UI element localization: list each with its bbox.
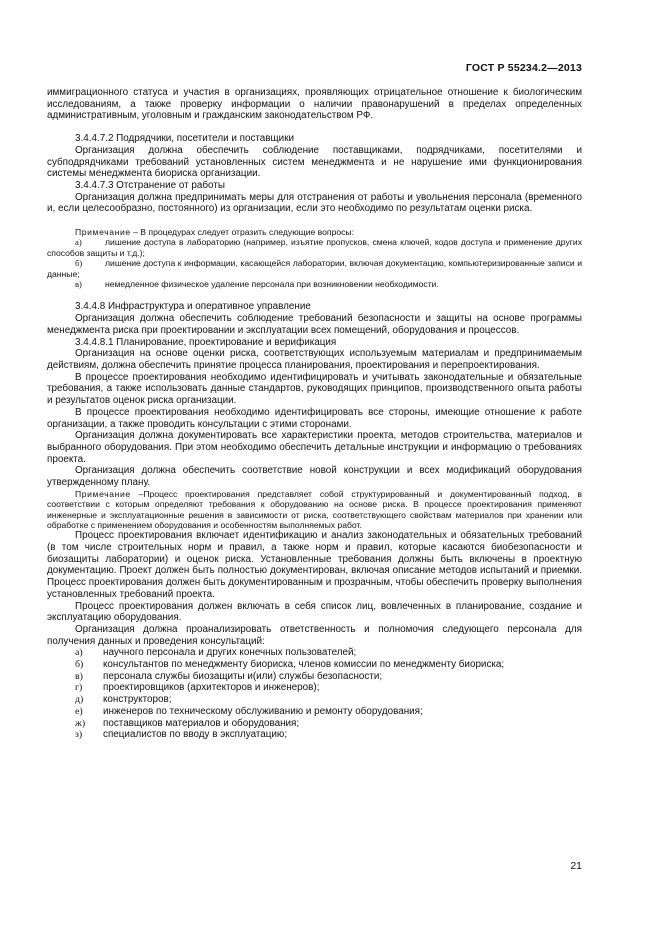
- paragraph: Организация должна обеспечить соблюдение требований безопасности и защиты на основе программы менеджмента риска при проектировании и эксплуатации всех помещений, оборудования и процессов.: [47, 313, 582, 336]
- page-number: 21: [570, 860, 582, 872]
- list-item: [47, 694, 582, 706]
- note-item-marker: а): [75, 237, 82, 248]
- paragraph: Организация должна проанализировать ответственность и полномочия следующего персонала для получения данных и проведения консультаций:: [47, 623, 582, 647]
- list-item: [47, 706, 582, 718]
- paragraph: Процесс проектирования включает идентификацию и анализ законодательных и обязательных требований (в том числе строительных норм и правил, а также норм и правил, которые касаются биобезопасности и биозащиты лаборатории) и оценок риска. Установленные требования должны быть включены в проектную документацию. Проект должен быть полностью документирован, включая описание методов испытаний и приемки. Процесс проектирования должен быть документированным и прозрачным, чтобы обеспечить проверку выполнения установленных требований проекта.: [47, 530, 582, 600]
- list-text: поставщиков материалов и оборудования;: [103, 717, 300, 729]
- note-text: –Процесс проектирования представляет собой структурированный и документированный подход, в соответствии с которым определяют требования к оборудованию на основе риска. В процессе проектирования применяют инженерные и эксплуатационные решения в зависимости от риска, соответствующего свойствам материалов при хранении или обработке с применением оборудования и особенностям выполняемых работ.: [47, 488, 582, 530]
- list-item: [47, 659, 582, 671]
- note-item: [47, 237, 582, 258]
- note-block: [47, 227, 582, 289]
- section-heading: 3.4.4.8 Инфраструктура и оперативное управление: [75, 301, 311, 313]
- list-item: [47, 671, 582, 683]
- paragraph: Процесс проектирования должен включать в себя список лиц, вовлеченных в планирование, создание и эксплуатацию оборудования.: [47, 600, 582, 624]
- section-heading: 3.4.4.7.2 Подрядчики, посетители и поставщики: [75, 133, 295, 145]
- note-item-text: немедленное физическое удаление персонала при возникновении необходимости.: [105, 279, 439, 290]
- note-item-text: лишение доступа к информации, касающейся лаборатории, включая документацию, компьютеризированные записи и данные;: [47, 258, 582, 279]
- personnel-list: [47, 647, 582, 741]
- list-text: специалистов по вводу в эксплуатацию;: [103, 729, 288, 741]
- list-text: инженеров по техническому обслуживанию и ремонту оборудования;: [103, 705, 423, 717]
- note-item-marker: в): [75, 279, 82, 290]
- list-marker: г): [75, 682, 83, 694]
- paragraph: В процессе проектирования необходимо идентифицировать все стороны, имеющие отношение к работе организации, а также проводить консультации с этими сторонами.: [47, 406, 582, 430]
- paragraph: Организация на основе оценки риска, соответствующих используемым материалам и предпринимаемым действиям, должна обеспечить принятие процесса планирования, проектирования и перепроектирования.: [47, 348, 582, 371]
- paragraph: Организация должна предпринимать меры для отстранения от работы и увольнения персонала (временного и, если целесообразно, постоянного) из организации, если это необходимо по результатам оценки риска.: [47, 191, 582, 215]
- note-text: – В процедурах следует отразить следующие вопросы:: [130, 227, 354, 238]
- intro-paragraph: иммиграционного статуса и участия в организациях, проявляющих отрицательное отношение к биологическим исследованиям, а также проверку информации о наличии правонарушений в пределах определенных административным, уголовным и гражданским законодательством РФ.: [47, 87, 582, 122]
- note-label: Примечание: [75, 488, 131, 499]
- list-text: персонала службы биозащиты и(или) службы безопасности;: [103, 670, 383, 682]
- list-marker: д): [75, 694, 84, 706]
- list-marker: е): [75, 705, 83, 717]
- note-item-text: лишение доступа в лабораторию (например, изъятие пропусков, смена ключей, кодов доступа и применение других способов защиты и т.д.);: [47, 237, 582, 258]
- list-text: проектировщиков (архитекторов и инженеров);: [103, 682, 320, 694]
- list-marker: б): [75, 659, 84, 671]
- note-item-marker: б): [75, 258, 83, 269]
- section-heading: 3.4.4.8.1 Планирование, проектирование и верификация: [75, 336, 337, 348]
- note-item: [47, 258, 582, 279]
- note-item: [47, 279, 582, 289]
- note-line: [47, 489, 582, 531]
- list-text: консультантов по менеджменту биориска, членов комиссии по менеджменту биориска;: [103, 659, 505, 671]
- list-item: [47, 718, 582, 730]
- list-item: [47, 729, 582, 741]
- paragraph: Организация должна обеспечить соответствие новой конструкции и всех модификаций оборудования утвержденному плану.: [47, 465, 582, 489]
- list-text: конструкторов;: [103, 694, 172, 706]
- list-marker: з): [75, 729, 83, 741]
- document-header: ГОСТ Р 55234.2—2013: [465, 62, 582, 74]
- list-marker: а): [75, 647, 83, 659]
- list-text: научного персонала и других конечных пользователей;: [103, 647, 357, 659]
- paragraph: Организация должна обеспечить соблюдение поставщиками, подрядчиками, посетителями и субподрядчиками требований установленных систем менеджмента и не нарушение ими функционирования системы менеджмента биориска организации.: [47, 144, 582, 180]
- list-item: [47, 682, 582, 694]
- paragraph: Организация должна документировать все характеристики проекта, методов строительства, материалов и выбранного оборудования. При этом необходимо обеспечить детальные инструкции и информацию о требованиях проекта.: [47, 430, 582, 465]
- paragraph: В процессе проектирования необходимо идентифицировать и учитывать законодательные и обязательные требования, а также использовать данные стандартов, руководящих принципов, производственного опыта работы и результатов оценок риска организации.: [47, 371, 582, 407]
- note-line: [47, 227, 582, 237]
- note-label: Примечание: [75, 227, 131, 238]
- section-heading: 3.4.4.7.3 Отстранение от работы: [75, 179, 225, 191]
- list-marker: в): [75, 670, 83, 682]
- page-body: [47, 87, 582, 741]
- list-marker: ж): [75, 717, 86, 729]
- list-item: [47, 647, 582, 659]
